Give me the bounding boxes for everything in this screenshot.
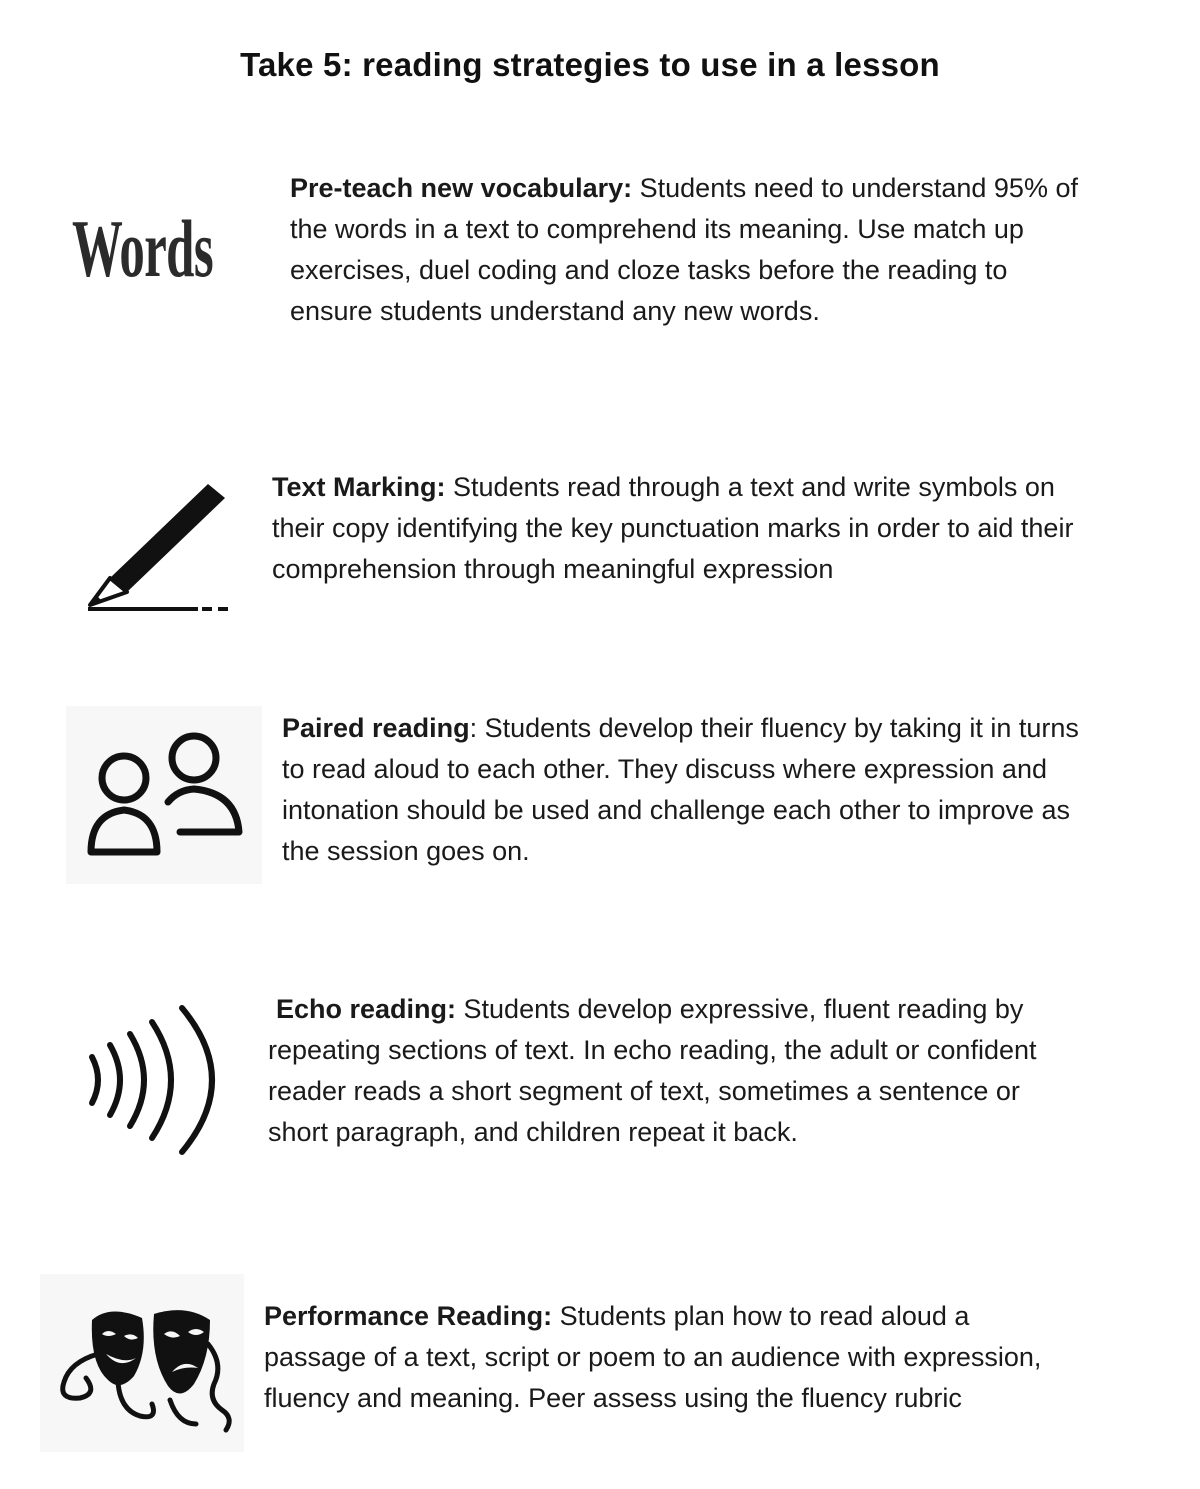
strategy-performance-reading xyxy=(264,1296,1064,1419)
strategy-heading: Performance Reading: xyxy=(264,1301,553,1331)
words-logo: Words xyxy=(72,203,213,294)
strategy-body: Students read through a text and write symbols on their copy identifying the key punctuation marks in order to aid their comprehension through meaningful expression xyxy=(272,472,1074,584)
strategy-heading: Echo reading: xyxy=(276,994,457,1024)
pencil-icon xyxy=(80,474,240,624)
strategy-heading: Paired reading xyxy=(282,713,470,743)
people-icon xyxy=(66,706,262,884)
strategy-body: : Students develop their fluency by taking it in turns to read aloud to each other. They discuss where expression and intonation should be used and challenge each other to improve as the session goes on. xyxy=(282,713,1079,866)
strategy-body: Students plan how to read aloud a passage of a text, script or poem to an audience with expression, fluency and meaning. Peer assess using the fluency rubric xyxy=(264,1301,1042,1413)
strategy-echo-reading xyxy=(268,989,1068,1153)
theatre-masks-icon xyxy=(40,1274,244,1452)
strategy-text-marking xyxy=(272,467,1082,590)
strategy-heading: Text Marking: xyxy=(272,472,446,502)
strategy-vocabulary xyxy=(290,168,1090,332)
page-title: Take 5: reading strategies to use in a lesson xyxy=(240,46,940,83)
strategy-heading: Pre-teach new vocabulary: xyxy=(290,173,633,203)
strategy-body: Students develop expressive, fluent reading by repeating sections of text. In echo reading, the adult or confident reader reads a short segment of text, sometimes a sentence or short paragraph, and children repeat it back. xyxy=(268,994,1037,1147)
strategy-body: Students need to understand 95% of the words in a text to comprehend its meaning. Use match up exercises, duel coding and cloze tasks before the reading to ensure students understand any new words. xyxy=(290,173,1078,326)
strategy-paired-reading xyxy=(282,708,1092,872)
sound-waves-icon xyxy=(82,1000,242,1160)
